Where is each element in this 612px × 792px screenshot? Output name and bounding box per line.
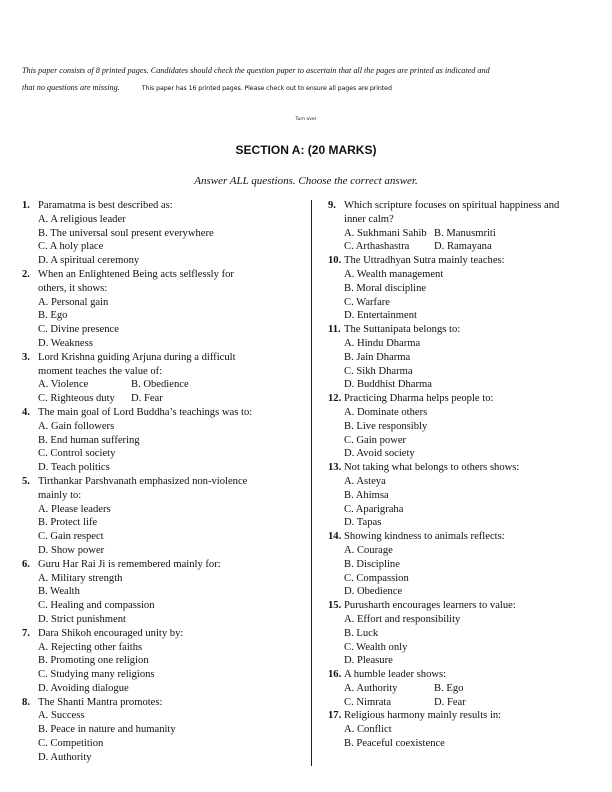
option-row xyxy=(38,613,307,627)
question-text: The Shanti Mantra promotes: xyxy=(38,696,163,708)
option-row xyxy=(344,420,598,434)
answer-option: D. Show power xyxy=(38,544,105,556)
question-number: 11. xyxy=(328,324,341,336)
answer-option: D. Weakness xyxy=(38,337,93,349)
option-row xyxy=(344,489,598,503)
option-row xyxy=(344,585,598,599)
option-row xyxy=(38,723,307,737)
question-text: inner calm? xyxy=(344,213,394,225)
option-row xyxy=(344,351,598,365)
answer-option: A. Dominate others xyxy=(344,406,428,418)
question-text: The Suttanipata belongs to: xyxy=(344,324,461,336)
answer-option: D. Entertainment xyxy=(344,310,417,322)
question-number: 16. xyxy=(328,669,342,681)
answer-option: A. Asteya xyxy=(344,475,386,487)
question-number: 14. xyxy=(328,531,342,543)
page-count-notice-line-1: This paper consists of 8 printed pages. Candidates should check the question paper to ascertain that all the pages are printed as indicated and xyxy=(22,66,490,75)
question-number: 3. xyxy=(22,351,30,363)
answer-option: B. Promoting one religion xyxy=(38,655,149,667)
answer-option: C. Divine presence xyxy=(38,324,119,336)
question-text: Religious harmony mainly results in: xyxy=(344,710,502,722)
option-row xyxy=(344,282,598,296)
answer-option: D. Obedience xyxy=(344,586,403,598)
option-row xyxy=(344,434,598,448)
option-row xyxy=(344,627,598,641)
turn-over-note: Turn over xyxy=(295,117,317,122)
question-item xyxy=(22,406,307,475)
option-row xyxy=(344,654,598,668)
question-item xyxy=(328,709,598,750)
answer-option: D. Fear xyxy=(131,393,163,405)
option-row xyxy=(344,558,598,572)
answer-option: A. Rejecting other faiths xyxy=(38,641,143,653)
answer-option: D. Buddhist Dharma xyxy=(344,379,432,391)
option-row xyxy=(344,737,598,751)
answer-option: A. Sukhmani Sahib xyxy=(344,227,427,239)
answer-option: B. Ego xyxy=(434,682,464,694)
question-number: 13. xyxy=(328,462,342,474)
option-row xyxy=(344,696,598,710)
option-row xyxy=(38,544,307,558)
option-row xyxy=(38,709,307,723)
notice-line-2-text: that no questions are missing. xyxy=(22,83,120,92)
option-row xyxy=(344,296,598,310)
option-row xyxy=(38,240,307,254)
question-text: mainly to: xyxy=(38,489,82,501)
question-text: Purusharth encourages learners to value: xyxy=(344,600,516,612)
page-count-notice-line-2 xyxy=(22,83,392,92)
option-row xyxy=(344,544,598,558)
answer-option: C. A holy place xyxy=(38,241,104,253)
question-item xyxy=(328,530,598,599)
column-divider xyxy=(311,200,312,766)
answer-option: A. Courage xyxy=(344,544,393,556)
option-row xyxy=(38,323,307,337)
question-text: Lord Krishna guiding Arjuna during a difficult xyxy=(38,351,236,363)
option-row xyxy=(344,240,598,254)
question-text: Showing kindness to animals reflects: xyxy=(344,531,505,543)
answer-option: C. Warfare xyxy=(344,296,391,308)
answer-option: A. A religious leader xyxy=(38,213,126,225)
answer-option: C. Studying many religions xyxy=(38,669,155,681)
answer-option: C. Compassion xyxy=(344,572,409,584)
left-question-column xyxy=(22,199,307,765)
answer-option: A. Authority xyxy=(344,682,398,694)
answer-option: B. Jain Dharma xyxy=(344,351,411,363)
option-row xyxy=(344,406,598,420)
option-row xyxy=(38,751,307,765)
answer-option: A. Wealth management xyxy=(344,268,444,280)
question-number: 15. xyxy=(328,600,342,612)
option-row xyxy=(38,392,307,406)
option-row xyxy=(344,447,598,461)
question-item xyxy=(22,475,307,558)
question-number: 2. xyxy=(22,268,30,280)
question-number: 8. xyxy=(22,696,30,708)
question-text: Not taking what belongs to others shows: xyxy=(344,462,520,474)
question-item xyxy=(328,461,598,530)
answer-option: D. Avoid society xyxy=(344,448,415,460)
answer-option: B. Live responsibly xyxy=(344,420,428,432)
answer-option: A. Please leaders xyxy=(38,503,111,515)
question-text: Dara Shikoh encouraged unity by: xyxy=(38,627,184,639)
answer-option: A. Military strength xyxy=(38,572,123,584)
answer-option: A. Personal gain xyxy=(38,296,109,308)
answer-option: C. Healing and compassion xyxy=(38,600,155,612)
answer-option: C. Control society xyxy=(38,448,116,460)
question-number: 10. xyxy=(328,255,342,267)
option-row xyxy=(344,572,598,586)
answer-option: B. Protect life xyxy=(38,517,98,529)
answer-option: B. Peaceful coexistence xyxy=(344,738,445,750)
answer-option: A. Success xyxy=(38,710,85,722)
question-number: 1. xyxy=(22,200,30,211)
question-item xyxy=(328,254,598,323)
option-row xyxy=(38,516,307,530)
question-number: 12. xyxy=(328,393,342,405)
question-item xyxy=(22,627,307,696)
answer-option: C. Competition xyxy=(38,738,104,750)
answer-option: C. Gain power xyxy=(344,434,407,446)
option-row xyxy=(38,461,307,475)
option-row xyxy=(38,213,307,227)
answer-option: D. Strict punishment xyxy=(38,613,126,625)
option-row xyxy=(38,654,307,668)
question-number: 17. xyxy=(328,710,342,722)
question-item xyxy=(328,199,598,254)
answer-option: A. Conflict xyxy=(344,724,392,736)
question-text: A humble leader shows: xyxy=(344,669,447,681)
answer-option: B. The universal soul present everywhere xyxy=(38,227,214,239)
option-row xyxy=(38,585,307,599)
answer-option: B. Ahimsa xyxy=(344,489,389,501)
option-row xyxy=(38,434,307,448)
question-item xyxy=(22,558,307,627)
option-row xyxy=(38,641,307,655)
option-row xyxy=(344,475,598,489)
option-row xyxy=(344,268,598,282)
answer-option: D. Authority xyxy=(38,751,92,763)
answer-option: B. Wealth xyxy=(38,586,80,598)
question-item xyxy=(328,599,598,668)
option-row xyxy=(38,420,307,434)
answer-option: D. Fear xyxy=(434,696,466,708)
option-row xyxy=(38,668,307,682)
answer-option: C. Gain respect xyxy=(38,531,104,543)
question-item xyxy=(22,351,307,406)
question-item xyxy=(328,323,598,392)
question-text: Tirthankar Parshvanath emphasized non-violence xyxy=(38,475,248,487)
answer-option: C. Arthashastra xyxy=(344,241,410,253)
answer-option: D. A spiritual ceremony xyxy=(38,255,140,267)
answer-option: D. Avoiding dialogue xyxy=(38,682,129,694)
question-text: The main goal of Lord Buddha’s teachings was to: xyxy=(38,406,253,418)
answer-option: C. Aparigraha xyxy=(344,503,404,515)
option-row xyxy=(344,503,598,517)
question-number: 7. xyxy=(22,627,30,639)
option-row xyxy=(38,337,307,351)
option-row xyxy=(38,309,307,323)
option-row xyxy=(38,530,307,544)
question-text: The Uttradhyan Sutra mainly teaches: xyxy=(344,255,505,267)
question-number: 5. xyxy=(22,475,30,487)
answer-option: A. Gain followers xyxy=(38,420,115,432)
option-row xyxy=(38,447,307,461)
answer-option: B. Moral discipline xyxy=(344,282,427,294)
option-row xyxy=(38,254,307,268)
question-item xyxy=(328,392,598,461)
option-row xyxy=(344,337,598,351)
answer-option: D. Ramayana xyxy=(434,241,492,253)
answer-option: A. Effort and responsibility xyxy=(344,613,461,625)
section-title: SECTION A: (20 MARKS) xyxy=(235,143,377,157)
answer-option: D. Teach politics xyxy=(38,462,110,474)
option-row xyxy=(38,737,307,751)
option-row xyxy=(38,296,307,310)
answer-option: D. Pleasure xyxy=(344,655,393,667)
answer-option: C. Nimrata xyxy=(344,696,392,708)
answer-option: C. Sikh Dharma xyxy=(344,365,413,377)
question-text: When an Enlightened Being acts selflessly for xyxy=(38,268,234,280)
answer-option: B. Ego xyxy=(38,310,68,322)
option-row xyxy=(344,723,598,737)
answer-option: C. Righteous duty xyxy=(38,393,115,405)
question-number: 4. xyxy=(22,406,30,418)
option-row xyxy=(38,599,307,613)
question-number: 6. xyxy=(22,558,30,570)
option-row xyxy=(344,613,598,627)
answer-option: B. Obedience xyxy=(131,379,189,391)
handwritten-note: This paper has 16 printed pages. Please check out to ensure all pages are printed xyxy=(141,85,392,92)
answer-option: B. Manusmriti xyxy=(434,227,496,239)
question-text: moment teaches the value of: xyxy=(38,365,163,377)
question-item xyxy=(328,668,598,709)
answer-option: A. Hindu Dharma xyxy=(344,337,421,349)
option-row xyxy=(344,682,598,696)
answer-option: A. Violence xyxy=(38,379,89,391)
question-text: Paramatma is best described as: xyxy=(38,200,173,211)
option-row xyxy=(344,365,598,379)
option-row xyxy=(344,378,598,392)
instructions: Answer ALL questions. Choose the correct answer. xyxy=(194,175,418,187)
option-row xyxy=(344,227,598,241)
right-question-column xyxy=(328,199,598,751)
question-item xyxy=(22,199,307,268)
answer-option: C. Wealth only xyxy=(344,641,408,653)
option-row xyxy=(344,641,598,655)
answer-option: D. Tapas xyxy=(344,517,382,529)
question-item xyxy=(22,696,307,765)
question-text: Practicing Dharma helps people to: xyxy=(344,393,494,405)
answer-option: B. Peace in nature and humanity xyxy=(38,724,176,736)
answer-option: B. Discipline xyxy=(344,558,400,570)
answer-option: B. End human suffering xyxy=(38,434,140,446)
question-text: others, it shows: xyxy=(38,282,108,294)
option-row xyxy=(38,682,307,696)
option-row xyxy=(38,378,307,392)
option-row xyxy=(38,227,307,241)
question-text: Guru Har Rai Ji is remembered mainly for: xyxy=(38,558,221,570)
option-row xyxy=(38,503,307,517)
question-text: Which scripture focuses on spiritual happiness and xyxy=(344,200,560,211)
option-row xyxy=(38,572,307,586)
question-item xyxy=(22,268,307,351)
option-row xyxy=(344,516,598,530)
option-row xyxy=(344,309,598,323)
question-number: 9. xyxy=(328,200,336,211)
answer-option: B. Luck xyxy=(344,627,379,639)
